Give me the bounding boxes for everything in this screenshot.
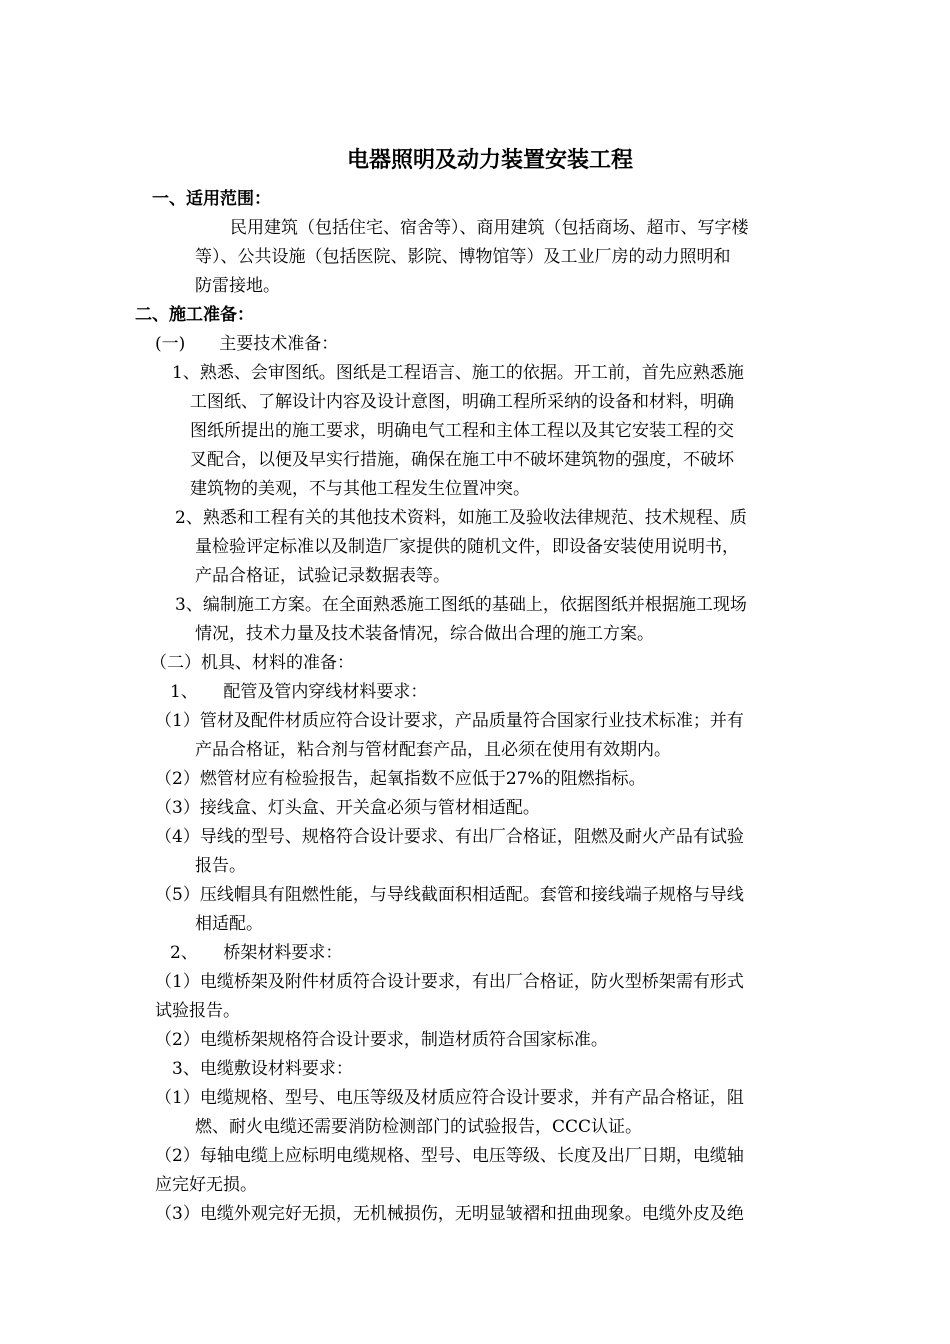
subsection-heading: （二）机具、材料的准备： [150, 653, 354, 673]
list-item-line: 工图纸、了解设计内容及设计意图，明确工程所采纳的设备和材料，明确 [190, 392, 734, 412]
list-item-line: （3）接线盒、灯头盒、开关盒必须与管材相适配。 [155, 798, 540, 818]
list-item-line: 情况，技术力量及技术装备情况，综合做出合理的施工方案。 [195, 624, 654, 644]
list-item-line: 2、熟悉和工程有关的其他技术资料，如施工及验收法律规范、技术规程、质 [175, 508, 747, 528]
list-item-line: 量检验评定标准以及制造厂家提供的随机文件，即设备安装使用说明书， [195, 537, 739, 557]
list-item-line: 产品合格证，试验记录数据表等。 [195, 566, 450, 586]
list-item-line: 燃、耐火电缆还需要消防检测部门的试验报告，CCC认证。 [195, 1117, 643, 1137]
list-item-line: （2）每轴电缆上应标明电缆规格、型号、电压等级、长度及出厂日期，电缆轴 [155, 1146, 744, 1166]
list-item-line: 建筑物的美观，不与其他工程发生位置冲突。 [190, 479, 530, 499]
paragraph-line: 防雷接地。 [195, 276, 280, 296]
list-item-line: （4）导线的型号、规格符合设计要求、有出厂合格证，阻燃及耐火产品有试验 [155, 827, 744, 847]
list-item-line: （1）管材及配件材质应符合设计要求，产品质量符合国家行业技术标准；并有 [155, 711, 744, 731]
list-item-line: （3）电缆外观完好无损，无机械损伤，无明显皱褶和扭曲现象。电缆外皮及绝 [155, 1204, 744, 1224]
list-item-line: 叉配合，以便及早实行措施，确保在施工中不破坏建筑物的强度，不破坏 [190, 450, 734, 470]
list-item-line: （5）压线帽具有阻燃性能，与导线截面积相适配。套管和接线端子规格与导线 [155, 885, 744, 905]
paragraph-line: 等）、公共设施（包括医院、影院、博物馆等）及工业厂房的动力照明和 [195, 247, 731, 267]
document-title: 电器照明及动力装置安装工程 [346, 148, 633, 173]
list-item-line: 3、编制施工方案。在全面熟悉施工图纸的基础上，依据图纸并根据施工现场 [175, 595, 747, 615]
list-item-line: 1、熟悉、会审图纸。图纸是工程语言、施工的依据。开工前，首先应熟悉施 [172, 363, 744, 383]
list-item-line: 产品合格证，粘合剂与管材配套产品，且必须在使用有效期内。 [195, 740, 671, 760]
section-heading-preparation: 二、施工准备： [135, 305, 254, 325]
list-item-line: 应完好无损。 [155, 1175, 257, 1195]
material-heading: 1、 配管及管内穿线材料要求： [170, 682, 428, 702]
list-item-line: （1）电缆规格、型号、电压等级及材质应符合设计要求，并有产品合格证，阻 [155, 1088, 744, 1108]
material-heading: 3、电缆敷设材料要求： [172, 1059, 353, 1079]
list-item-line: 报告。 [195, 856, 246, 876]
list-item-line: 图纸所提出的施工要求，明确电气工程和主体工程以及其它安装工程的交 [190, 421, 734, 441]
list-item-line: （2）燃管材应有检验报告，起氧指数不应低于27%的阻燃指标。 [155, 769, 646, 789]
paragraph-line: 民用建筑（包括住宅、宿舍等）、商用建筑（包括商场、超市、写字楼 [230, 218, 749, 238]
list-item-line: 相适配。 [195, 914, 263, 934]
section-heading-scope: 一、适用范围： [152, 189, 271, 209]
list-item-line: （2）电缆桥架规格符合设计要求，制造材质符合国家标准。 [155, 1030, 608, 1050]
list-item-line: 试验报告。 [155, 1001, 240, 1021]
list-item-line: （1）电缆桥架及附件材质符合设计要求，有出厂合格证，防火型桥架需有形式 [155, 972, 744, 992]
subsection-heading: (一) 主要技术准备： [155, 334, 339, 354]
material-heading: 2、 桥架材料要求： [170, 943, 343, 963]
